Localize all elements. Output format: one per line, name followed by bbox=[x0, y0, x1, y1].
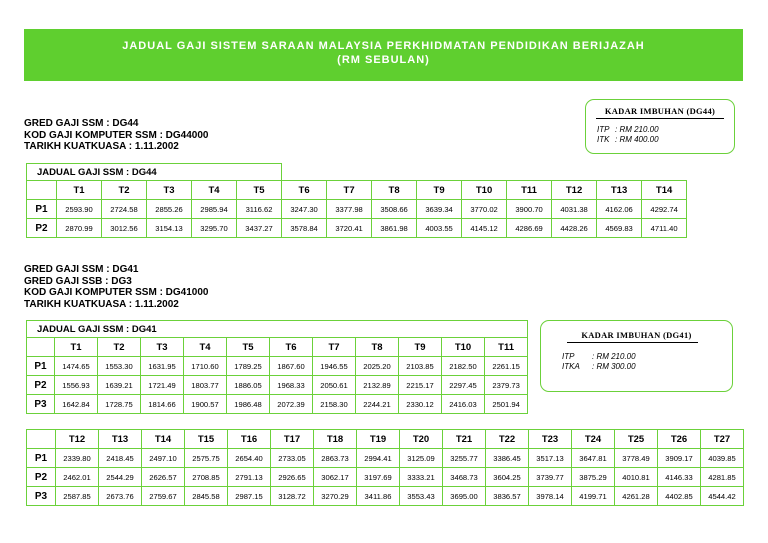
salary-cell: 3695.00 bbox=[443, 487, 486, 506]
table-row bbox=[27, 487, 744, 506]
row-label: P3 bbox=[27, 395, 55, 414]
salary-cell: 2462.01 bbox=[56, 468, 99, 487]
dg44-imbuhan-box bbox=[585, 99, 735, 154]
row-label: P1 bbox=[27, 449, 56, 468]
column-header: T6 bbox=[282, 181, 327, 200]
column-header: T9 bbox=[399, 338, 442, 357]
salary-cell: 4199.71 bbox=[572, 487, 615, 506]
salary-cell: 2339.80 bbox=[56, 449, 99, 468]
salary-cell: 2379.73 bbox=[485, 376, 528, 395]
row-label: P1 bbox=[27, 357, 55, 376]
salary-cell: 1900.57 bbox=[184, 395, 227, 414]
salary-cell: 3128.72 bbox=[271, 487, 314, 506]
salary-cell: 2593.90 bbox=[57, 200, 102, 219]
dg41-kod: KOD GAJI KOMPUTER SSM : DG41000 bbox=[24, 287, 209, 298]
salary-cell: 2994.41 bbox=[357, 449, 400, 468]
column-header: T11 bbox=[507, 181, 552, 200]
column-header: T20 bbox=[400, 430, 443, 449]
column-header: T12 bbox=[552, 181, 597, 200]
dg41-gred-ssm: GRED GAJI SSM : DG41 bbox=[24, 264, 139, 275]
salary-cell: 4569.83 bbox=[597, 219, 642, 238]
column-header: T10 bbox=[442, 338, 485, 357]
column-header: T10 bbox=[462, 181, 507, 200]
dg44-imbuhan-title: KADAR IMBUHAN (DG44) bbox=[604, 106, 716, 116]
dg44-info bbox=[24, 118, 208, 153]
salary-cell: 2418.45 bbox=[99, 449, 142, 468]
salary-cell: 3333.21 bbox=[400, 468, 443, 487]
salary-cell: 3647.81 bbox=[572, 449, 615, 468]
page-banner bbox=[24, 29, 743, 81]
salary-cell: 1474.65 bbox=[55, 357, 98, 376]
dg44-imbuhan-code: ITK bbox=[597, 135, 610, 144]
salary-cell: 3012.56 bbox=[102, 219, 147, 238]
salary-cell: 2297.45 bbox=[442, 376, 485, 395]
salary-cell: 2261.15 bbox=[485, 357, 528, 376]
salary-cell: 4281.85 bbox=[701, 468, 744, 487]
table-row bbox=[27, 449, 744, 468]
salary-cell: 2987.15 bbox=[228, 487, 271, 506]
salary-cell: 3247.30 bbox=[282, 200, 327, 219]
salary-cell: 3062.17 bbox=[314, 468, 357, 487]
column-header: T11 bbox=[485, 338, 528, 357]
table-row bbox=[27, 357, 528, 376]
salary-cell: 3909.17 bbox=[658, 449, 701, 468]
salary-cell: 2733.05 bbox=[271, 449, 314, 468]
dg41-imbuhan-title: KADAR IMBUHAN (DG41) bbox=[581, 330, 692, 340]
salary-cell: 1556.93 bbox=[55, 376, 98, 395]
table-row bbox=[27, 219, 687, 238]
dg41-imbuhan-code: ITP bbox=[562, 352, 575, 361]
salary-cell: 4162.06 bbox=[597, 200, 642, 219]
column-header: T8 bbox=[356, 338, 399, 357]
column-header: T7 bbox=[313, 338, 356, 357]
salary-cell: 4711.40 bbox=[642, 219, 687, 238]
dg44-imbuhan-amount: : RM 400.00 bbox=[615, 135, 659, 144]
salary-cell: 3836.57 bbox=[486, 487, 529, 506]
salary-cell: 3720.41 bbox=[327, 219, 372, 238]
banner-title: JADUAL GAJI SISTEM SARAAN MALAYSIA PERKHIDMATAN PENDIDIKAN BERIJAZAH bbox=[122, 40, 645, 52]
salary-cell: 3411.86 bbox=[357, 487, 400, 506]
table-row bbox=[27, 200, 687, 219]
salary-cell: 4039.85 bbox=[701, 449, 744, 468]
dg41-imbuhan-box bbox=[540, 320, 733, 392]
salary-cell: 2845.58 bbox=[185, 487, 228, 506]
column-header: T8 bbox=[372, 181, 417, 200]
column-header: T22 bbox=[486, 430, 529, 449]
salary-cell: 2132.89 bbox=[356, 376, 399, 395]
dg44-kod: KOD GAJI KOMPUTER SSM : DG44000 bbox=[24, 129, 209, 141]
salary-cell: 3739.77 bbox=[529, 468, 572, 487]
column-header: T23 bbox=[529, 430, 572, 449]
salary-cell: 1639.21 bbox=[98, 376, 141, 395]
column-header: T13 bbox=[99, 430, 142, 449]
salary-cell: 2926.65 bbox=[271, 468, 314, 487]
column-header: T14 bbox=[142, 430, 185, 449]
salary-cell: 3875.29 bbox=[572, 468, 615, 487]
dg41-table-title: JADUAL GAJI SSM : DG41 bbox=[27, 321, 528, 338]
salary-cell: 2244.21 bbox=[356, 395, 399, 414]
salary-cell: 2791.13 bbox=[228, 468, 271, 487]
salary-cell: 3770.02 bbox=[462, 200, 507, 219]
salary-cell: 2182.50 bbox=[442, 357, 485, 376]
column-header: T4 bbox=[184, 338, 227, 357]
salary-cell: 2708.85 bbox=[185, 468, 228, 487]
column-header: T5 bbox=[227, 338, 270, 357]
column-header: T5 bbox=[237, 181, 282, 200]
row-label: P1 bbox=[27, 200, 57, 219]
salary-cell: 3125.09 bbox=[400, 449, 443, 468]
salary-cell: 2863.73 bbox=[314, 449, 357, 468]
salary-cell: 3295.70 bbox=[192, 219, 237, 238]
salary-cell: 4286.69 bbox=[507, 219, 552, 238]
salary-cell: 1886.05 bbox=[227, 376, 270, 395]
column-header: T26 bbox=[658, 430, 701, 449]
salary-cell: 3154.13 bbox=[147, 219, 192, 238]
salary-cell: 4003.55 bbox=[417, 219, 462, 238]
column-header: T12 bbox=[56, 430, 99, 449]
salary-cell: 2587.85 bbox=[56, 487, 99, 506]
banner-subtitle: (RM SEBULAN) bbox=[337, 54, 430, 66]
column-header: T13 bbox=[597, 181, 642, 200]
row-label: P2 bbox=[27, 376, 55, 395]
corner-cell bbox=[27, 430, 56, 449]
dg44-imbuhan-row bbox=[597, 125, 734, 135]
salary-cell: 3978.14 bbox=[529, 487, 572, 506]
dg44-salary-table bbox=[26, 163, 687, 238]
salary-cell: 1946.55 bbox=[313, 357, 356, 376]
salary-cell: 3604.25 bbox=[486, 468, 529, 487]
salary-cell: 3377.98 bbox=[327, 200, 372, 219]
salary-cell: 1986.48 bbox=[227, 395, 270, 414]
salary-cell: 2673.76 bbox=[99, 487, 142, 506]
salary-cell: 2855.26 bbox=[147, 200, 192, 219]
salary-cell: 4010.81 bbox=[615, 468, 658, 487]
salary-cell: 3553.43 bbox=[400, 487, 443, 506]
dg44-imbuhan-code: ITP bbox=[597, 125, 610, 134]
dg41-imbuhan-amount: : RM 210.00 bbox=[592, 352, 636, 361]
corner-cell bbox=[27, 181, 57, 200]
column-header: T3 bbox=[141, 338, 184, 357]
column-header: T2 bbox=[102, 181, 147, 200]
salary-cell: 2103.85 bbox=[399, 357, 442, 376]
salary-cell: 4261.28 bbox=[615, 487, 658, 506]
dg41-continued-table-body bbox=[27, 449, 744, 506]
dg44-imbuhan-row bbox=[597, 135, 734, 145]
salary-cell: 1968.33 bbox=[270, 376, 313, 395]
table-row bbox=[27, 468, 744, 487]
table-row bbox=[27, 395, 528, 414]
salary-cell: 3386.45 bbox=[486, 449, 529, 468]
salary-cell: 2985.94 bbox=[192, 200, 237, 219]
dg41-imbuhan-row bbox=[562, 362, 732, 372]
column-header: T18 bbox=[314, 430, 357, 449]
salary-cell: 2416.03 bbox=[442, 395, 485, 414]
salary-cell: 3778.49 bbox=[615, 449, 658, 468]
row-label: P2 bbox=[27, 219, 57, 238]
salary-cell: 2654.40 bbox=[228, 449, 271, 468]
column-header: T6 bbox=[270, 338, 313, 357]
salary-cell: 3861.98 bbox=[372, 219, 417, 238]
salary-cell: 2501.94 bbox=[485, 395, 528, 414]
column-header: T16 bbox=[228, 430, 271, 449]
salary-cell: 1728.75 bbox=[98, 395, 141, 414]
row-label: P2 bbox=[27, 468, 56, 487]
dg41-info bbox=[24, 264, 208, 310]
table-row bbox=[27, 376, 528, 395]
dg44-table-body bbox=[27, 200, 687, 238]
salary-cell: 4402.85 bbox=[658, 487, 701, 506]
column-header: T27 bbox=[701, 430, 744, 449]
salary-cell: 1789.25 bbox=[227, 357, 270, 376]
salary-cell: 3578.84 bbox=[282, 219, 327, 238]
column-header: T15 bbox=[185, 430, 228, 449]
dg41-imbuhan-code: ITKA bbox=[562, 362, 580, 371]
salary-cell: 2724.58 bbox=[102, 200, 147, 219]
salary-cell: 1553.30 bbox=[98, 357, 141, 376]
salary-cell: 1642.84 bbox=[55, 395, 98, 414]
salary-cell: 4428.26 bbox=[552, 219, 597, 238]
column-header: T21 bbox=[443, 430, 486, 449]
salary-cell: 1867.60 bbox=[270, 357, 313, 376]
salary-cell: 1814.66 bbox=[141, 395, 184, 414]
column-header: T3 bbox=[147, 181, 192, 200]
dg44-imbuhan-amount: : RM 210.00 bbox=[615, 125, 659, 134]
dg44-tarikh: TARIKH KUATKUASA : 1.11.2002 bbox=[24, 141, 179, 152]
column-header: T24 bbox=[572, 430, 615, 449]
dg41-salary-table-continued bbox=[26, 429, 744, 506]
salary-cell: 1710.60 bbox=[184, 357, 227, 376]
salary-cell: 4031.38 bbox=[552, 200, 597, 219]
dg44-title-filler bbox=[282, 164, 687, 181]
salary-cell: 3255.77 bbox=[443, 449, 486, 468]
salary-cell: 3468.73 bbox=[443, 468, 486, 487]
salary-cell: 3900.70 bbox=[507, 200, 552, 219]
column-header: T2 bbox=[98, 338, 141, 357]
salary-cell: 1721.49 bbox=[141, 376, 184, 395]
dg41-gred-ssb: GRED GAJI SSB : DG3 bbox=[24, 275, 132, 287]
column-header: T19 bbox=[357, 430, 400, 449]
salary-cell: 2072.39 bbox=[270, 395, 313, 414]
column-header: T4 bbox=[192, 181, 237, 200]
dg44-table-title: JADUAL GAJI SSM : DG44 bbox=[27, 164, 282, 181]
salary-cell: 2870.99 bbox=[57, 219, 102, 238]
salary-cell: 4146.33 bbox=[658, 468, 701, 487]
corner-cell bbox=[27, 338, 55, 357]
dg44-gred: GRED GAJI SSM : DG44 bbox=[24, 118, 139, 129]
salary-cell: 3508.66 bbox=[372, 200, 417, 219]
dg41-table-body bbox=[27, 357, 528, 414]
salary-cell: 3639.34 bbox=[417, 200, 462, 219]
salary-cell: 2626.57 bbox=[142, 468, 185, 487]
column-header: T25 bbox=[615, 430, 658, 449]
dg41-salary-table bbox=[26, 320, 528, 414]
dg41-imbuhan-row bbox=[562, 352, 732, 362]
salary-cell: 2025.20 bbox=[356, 357, 399, 376]
dg44-header-row bbox=[27, 181, 687, 200]
salary-cell: 2050.61 bbox=[313, 376, 356, 395]
salary-cell: 2759.67 bbox=[142, 487, 185, 506]
salary-cell: 3437.27 bbox=[237, 219, 282, 238]
salary-cell: 3197.69 bbox=[357, 468, 400, 487]
dg41-imbuhan-amount: : RM 300.00 bbox=[592, 362, 636, 371]
column-header: T7 bbox=[327, 181, 372, 200]
salary-cell: 2575.75 bbox=[185, 449, 228, 468]
salary-cell: 2158.30 bbox=[313, 395, 356, 414]
salary-cell: 1803.77 bbox=[184, 376, 227, 395]
column-header: T1 bbox=[57, 181, 102, 200]
row-label: P3 bbox=[27, 487, 56, 506]
salary-cell: 3116.62 bbox=[237, 200, 282, 219]
salary-cell: 4292.74 bbox=[642, 200, 687, 219]
dg41-tarikh: TARIKH KUATKUASA : 1.11.2002 bbox=[24, 298, 179, 310]
column-header: T1 bbox=[55, 338, 98, 357]
salary-cell: 4145.12 bbox=[462, 219, 507, 238]
salary-cell: 3517.13 bbox=[529, 449, 572, 468]
salary-cell: 2215.17 bbox=[399, 376, 442, 395]
salary-cell: 4544.42 bbox=[701, 487, 744, 506]
salary-cell: 2497.10 bbox=[142, 449, 185, 468]
salary-cell: 3270.29 bbox=[314, 487, 357, 506]
dg41-header-row bbox=[27, 338, 528, 357]
salary-cell: 1631.95 bbox=[141, 357, 184, 376]
dg41-continued-header-row bbox=[27, 430, 744, 449]
column-header: T14 bbox=[642, 181, 687, 200]
column-header: T9 bbox=[417, 181, 462, 200]
salary-cell: 2330.12 bbox=[399, 395, 442, 414]
salary-cell: 2544.29 bbox=[99, 468, 142, 487]
column-header: T17 bbox=[271, 430, 314, 449]
